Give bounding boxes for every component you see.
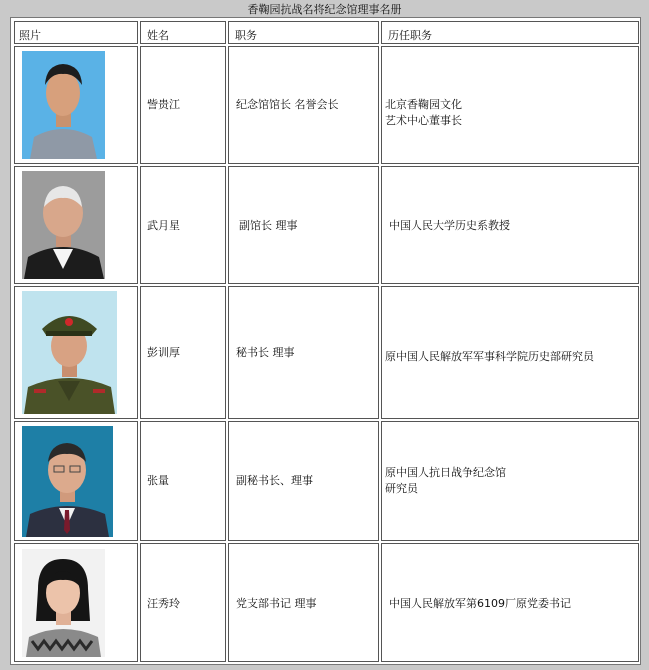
table-row-1-name-cell	[140, 46, 226, 164]
header-photo-label: 照片	[19, 29, 41, 42]
table-row-4-name-cell	[140, 421, 226, 541]
table-row-1-history-cell	[381, 46, 639, 164]
member-name: 汪秀玲	[147, 597, 180, 610]
member-history: 原中国人抗日战争纪念馆 研究员	[385, 466, 506, 495]
member-history: 中国人民大学历史系教授	[389, 219, 510, 232]
member-name: 彭训厚	[147, 346, 180, 359]
table-row-3-name-cell	[140, 286, 226, 419]
table-row-3-position-cell	[228, 286, 379, 419]
member-name: 訾贵江	[147, 98, 180, 111]
member-position: 秘书长 理事	[236, 346, 295, 359]
member-position: 副秘书长、理事	[236, 474, 313, 487]
header-name	[140, 21, 226, 44]
page-title: 香鞠园抗战名将纪念馆理事名册	[247, 3, 402, 16]
header-position	[228, 21, 379, 44]
roster-table	[10, 17, 641, 665]
header-history-label: 历任职务	[388, 29, 432, 42]
table-row-2-photo-cell	[14, 166, 138, 284]
member-position: 党支部书记 理事	[236, 597, 317, 610]
table-row-2-position-cell	[228, 166, 379, 284]
member-name: 武月星	[147, 219, 180, 232]
table-row-5-photo-cell	[14, 543, 138, 662]
portrait-photo	[22, 171, 105, 279]
header-history	[381, 21, 639, 44]
table-row-4-position-cell	[228, 421, 379, 541]
member-history: 中国人民解放军第6109厂原党委书记	[389, 597, 571, 610]
portrait-photo	[22, 426, 113, 537]
table-row-2-name-cell	[140, 166, 226, 284]
table-row-2-history-cell	[381, 166, 639, 284]
member-history: 原中国人民解放军军事科学院历史部研究员	[385, 350, 594, 363]
table-row-5-position-cell	[228, 543, 379, 662]
table-row-5-history-cell	[381, 543, 639, 662]
member-position: 纪念馆馆长 名誉会长	[236, 98, 339, 111]
portrait-photo	[22, 51, 105, 159]
table-row-5-name-cell	[140, 543, 226, 662]
member-position: 副馆长 理事	[239, 219, 298, 232]
table-row-4-history-cell	[381, 421, 639, 541]
portrait-photo	[22, 549, 105, 657]
table-row-3-history-cell	[381, 286, 639, 419]
header-photo	[14, 21, 138, 44]
table-row-1-photo-cell	[14, 46, 138, 164]
table-row-3-photo-cell	[14, 286, 138, 419]
header-name-label: 姓名	[147, 29, 169, 42]
header-position-label: 职务	[235, 29, 257, 42]
member-name: 张量	[147, 474, 169, 487]
portrait-photo	[22, 291, 117, 414]
table-row-1-position-cell	[228, 46, 379, 164]
member-history: 北京香鞠园文化 艺术中心董事长	[385, 98, 462, 127]
table-row-4-photo-cell	[14, 421, 138, 541]
